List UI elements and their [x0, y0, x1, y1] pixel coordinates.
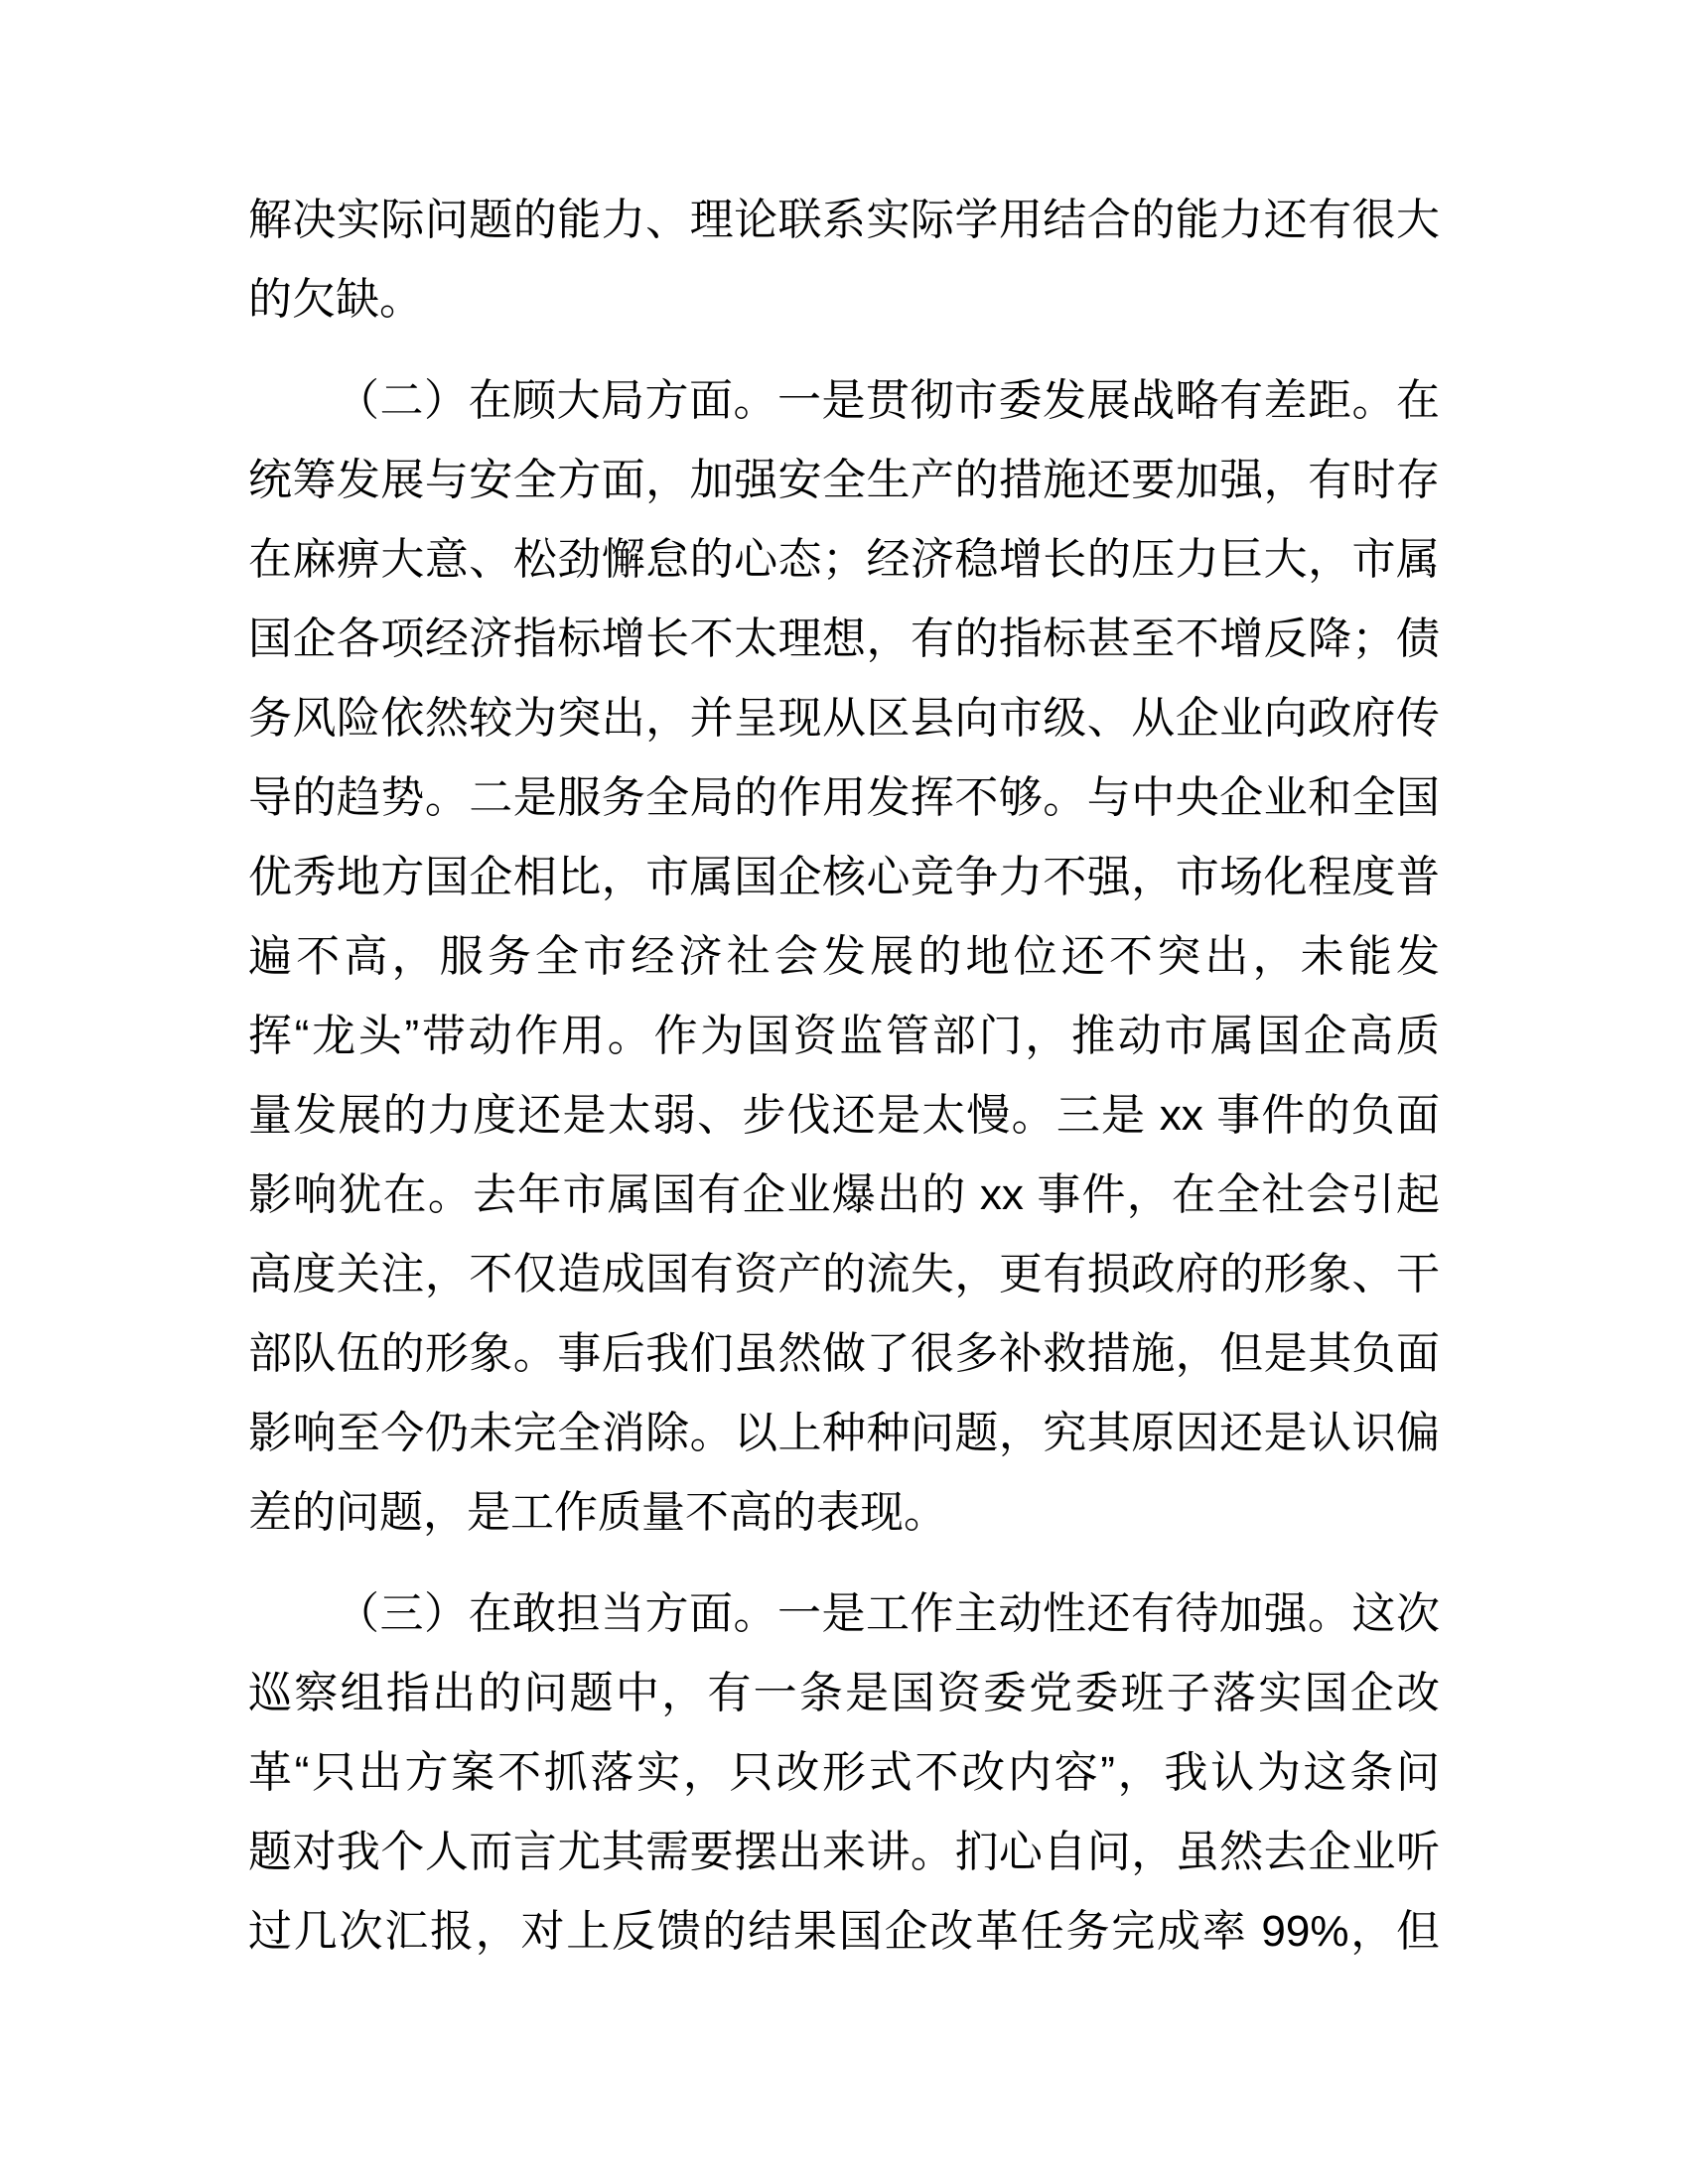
text-line: 部队伍的形象。事后我们虽然做了很多补救措施，但是其负面 — [248, 1329, 1440, 1378]
paragraph — [248, 1574, 1440, 1972]
text-block — [248, 181, 1440, 1972]
text-line: 题对我个人而言尤其需要摆出来讲。扪心自问，虽然去企业听 — [248, 1828, 1440, 1876]
text-line: 遍不高，服务全市经济社会发展的地位还不突出，未能发 — [248, 932, 1440, 981]
text-line: 巡察组指出的问题中，有一条是国资委党委班子落实国企改 — [248, 1669, 1440, 1717]
text-line: 务风险依然较为突出，并呈现从区县向市级、从企业向政府传 — [248, 694, 1440, 743]
text-line: 挥“龙头”带动作用。作为国资监管部门，推动市属国企高质 — [248, 1012, 1440, 1060]
text-line: 过几次汇报，对上反馈的结果国企改革任务完成率 99%，但 — [248, 1907, 1440, 1956]
text-line: 量发展的力度还是太弱、步伐还是太慢。三是 xx 事件的负面 — [248, 1091, 1440, 1140]
text-line: 在麻痹大意、松劲懈怠的心态；经济稳增长的压力巨大，市属 — [248, 535, 1440, 584]
text-line: 革“只出方案不抓落实，只改形式不改内容”，我认为这条问 — [248, 1748, 1440, 1797]
text-line: （三）在敢担当方面。一是工作主动性还有待加强。这次 — [336, 1589, 1440, 1638]
text-line: 统筹发展与安全方面，加强安全生产的措施还要加强，有时存 — [248, 456, 1440, 504]
text-line: 高度关注，不仅造成国有资产的流失，更有损政府的形象、干 — [248, 1250, 1440, 1298]
text-line: 影响至今仍未完全消除。以上种种问题，究其原因还是认识偏 — [248, 1409, 1440, 1457]
paragraph — [248, 361, 1440, 1553]
text-line: 解决实际问题的能力、理论联系实际学用结合的能力还有很大 — [248, 196, 1440, 244]
text-line: 的欠缺。 — [248, 275, 423, 324]
text-line: 优秀地方国企相比，市属国企核心竞争力不强，市场化程度普 — [248, 853, 1440, 901]
text-line: 影响犹在。去年市属国有企业爆出的 xx 事件，在全社会引起 — [248, 1170, 1440, 1219]
paragraph — [248, 181, 1440, 340]
text-line: 导的趋势。二是服务全局的作用发挥不够。与中央企业和全国 — [248, 773, 1440, 822]
text-line: 差的问题，是工作质量不高的表现。 — [248, 1488, 947, 1537]
text-line: 国企各项经济指标增长不太理想，有的指标甚至不增反降；债 — [248, 614, 1440, 663]
text-line: （二）在顾大局方面。一是贯彻市委发展战略有差距。在 — [336, 376, 1440, 425]
